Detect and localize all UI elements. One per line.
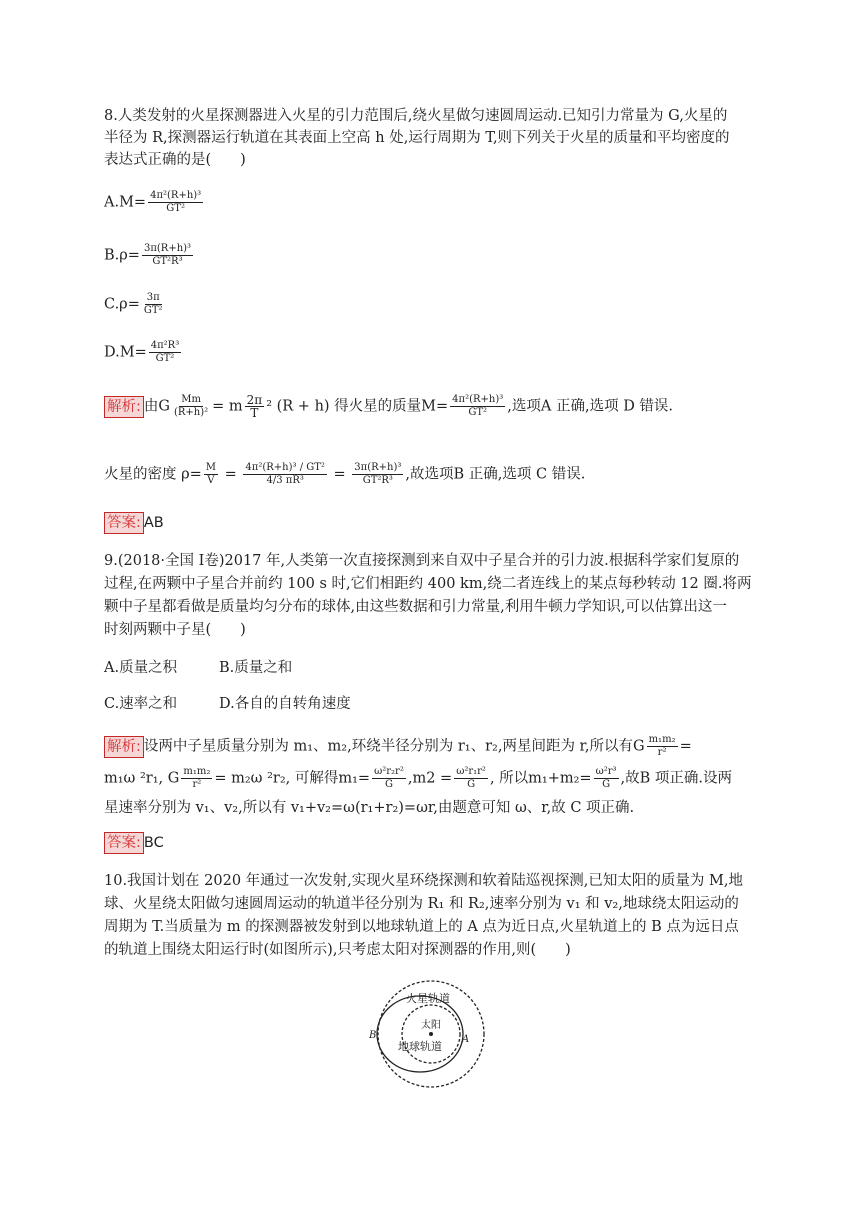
q9-analysis2-text-d: , 所以m₁+m₂= — [489, 770, 592, 787]
q8-analysis2-fraction-2-den: 4/3 πR³ — [266, 475, 304, 486]
q9-analysis-line-3: 星速率分别为 v₁、v₂,所以有 v₁+v₂=ω(r₁+r₂)=ωr,由题意可知 ω、r,故 C 项正确. — [104, 800, 635, 816]
answer-tag: 答案: — [104, 512, 144, 534]
q8-analysis-line-2 — [104, 462, 585, 487]
q8-analysis2-fraction-1-den: V — [207, 475, 215, 486]
q8-analysis-text-d: ,选项A 正确,选项 D 错误. — [507, 398, 674, 415]
q8-stem-line-2: 半径为 R,探测器运行轨道在其表面上空高 h 处,运行周期为 T,则下列关于火星的质量和平均密度的 — [104, 130, 730, 146]
q8-answer — [104, 512, 164, 534]
q8-analysis2-fraction-1-num: M — [205, 462, 217, 473]
q8-option-a-formula — [148, 190, 203, 215]
q8-analysis2-fraction-2-num: 4π²(R+h)³ / GT² — [245, 462, 325, 473]
point-b-label: B — [369, 1030, 377, 1041]
q9-answer — [104, 832, 164, 854]
q9-options-row-2 — [104, 693, 351, 715]
q8-option-b-label: B.ρ= — [104, 247, 140, 264]
q9-stem-line-4: 时刻两颗中子星( ) — [104, 622, 246, 638]
earth-orbit-label: 地球轨道 — [398, 1040, 442, 1053]
q8-option-a — [104, 190, 205, 215]
q9-stem-line-3: 颗中子星都看做是质量均匀分布的球体,由这些数据和引力常量,利用牛顿力学知识,可以估算出这一 — [104, 599, 727, 615]
q9-analysis-line-2 — [104, 766, 732, 791]
q9-analysis2-fraction-4-num: ω²r³ — [595, 766, 617, 777]
q8-analysis2-fraction-3-num: 3π(R+h)³ — [354, 462, 402, 473]
q9-analysis2-text-e: ,故B 项正确.设两 — [620, 770, 733, 787]
q10-stem-line-3: 周期为 T.当质量为 m 的探测器被发射到以地球轨道上的 A 点为近日点,火星轨道上的 B 点为远日点 — [104, 919, 739, 935]
q8-option-b — [104, 243, 195, 268]
sun-dot — [429, 1032, 433, 1036]
q9-analysis2-fraction-3-den: G — [467, 779, 476, 790]
q9-analysis-fraction-1-den: r² — [657, 747, 667, 758]
q8-analysis2-equals-1: = — [220, 466, 242, 483]
q8-analysis-fraction-2-den: T — [250, 406, 259, 420]
q8-option-b-denominator: GT²R³ — [152, 256, 183, 267]
q9-analysis2-text-c: ,m2 = — [407, 770, 453, 787]
q9-stem-line-1: 9.(2018·全国 Ⅰ卷)2017 年,人类第一次直接探测到来自双中子星合并的引力波.根据科学家们复原的 — [104, 553, 740, 569]
q8-analysis-fraction-2 — [245, 394, 265, 419]
q9-answer-value: BC — [143, 835, 164, 851]
q8-option-d-denominator: GT² — [155, 353, 175, 364]
q8-option-c — [104, 292, 167, 317]
q8-option-b-formula — [142, 243, 193, 268]
q8-option-d-formula — [149, 340, 181, 365]
q9-analysis2-fraction-3 — [454, 766, 488, 791]
q8-analysis-fraction-3-num: 4π²(R+h)³ — [452, 394, 504, 405]
q8-option-d-numerator: 4π²R³ — [150, 340, 180, 351]
sun-label: 太阳 — [421, 1020, 441, 1031]
q9-analysis2-fraction-3-num: ω²r₁r² — [456, 766, 486, 777]
q8-option-a-label: A.M= — [104, 194, 147, 211]
q8-analysis2-fraction-3-den: GT²R³ — [362, 475, 393, 486]
q8-option-d — [104, 340, 183, 365]
q9-analysis-fraction-1-num: m₁m₂ — [648, 734, 676, 745]
q9-option-a: A.质量之积 — [104, 660, 178, 676]
analysis-tag: 解析: — [104, 736, 144, 758]
q9-analysis2-fraction-4-den: G — [602, 779, 611, 790]
q9-option-d: D.各自的自转角速度 — [219, 696, 351, 712]
q8-analysis2-fraction-2 — [243, 462, 327, 487]
q8-stem-line-1: 8.人类发射的火星探测器进入火星的引力范围后,绕火星做匀速圆周运动.已知引力常量为 G,火星的 — [104, 108, 728, 124]
q9-option-b: B.质量之和 — [219, 660, 293, 676]
q8-analysis2-fraction-3 — [352, 462, 403, 487]
q9-analysis2-fraction-4 — [594, 766, 619, 791]
q10-stem-line-2: 球、火星绕太阳做匀速圆周运动的轨道半径分别为 R₁ 和 R₂,速率分别为 v₁ 和 v₂,地球绕太阳运动的 — [104, 896, 739, 912]
q9-analysis-fraction-1 — [647, 734, 678, 759]
q8-analysis-fraction-2-num: 2π — [246, 393, 263, 407]
answer-tag: 答案: — [104, 832, 144, 854]
q8-analysis-fraction-1 — [172, 394, 210, 419]
q8-stem-line-3: 表达式正确的是( ) — [104, 152, 246, 168]
q8-option-c-numerator: 3π — [146, 292, 160, 303]
q8-analysis-fraction-1-num: Mm — [181, 394, 201, 405]
q9-stem-line-2: 过程,在两颗中子星合并前约 100 s 时,它们相距约 400 km,绕二者连线上的某点每秒转动 12 圈.将两 — [104, 576, 752, 592]
q9-options-row-1 — [104, 657, 292, 679]
q8-option-c-label: C.ρ= — [104, 296, 140, 313]
mars-orbit-label: 火星轨道 — [406, 992, 450, 1005]
q9-analysis-text-a: 设两中子星质量分别为 m₁、m₂,环绕半径分别为 r₁、r₂,两星间距为 r,所以有G — [143, 738, 645, 755]
q9-analysis2-fraction-1-den: r² — [192, 779, 202, 790]
q8-analysis-text-b: = m — [212, 398, 243, 415]
q8-analysis2-text-d: ,故选项B 正确,选项 C 错误. — [405, 466, 586, 483]
q8-answer-value: AB — [143, 515, 164, 531]
q8-analysis2-fraction-1 — [204, 462, 218, 487]
analysis-tag: 解析: — [104, 396, 144, 418]
q8-analysis-fraction-3 — [450, 394, 505, 419]
q9-analysis2-text-a: m₁ω ²r₁, G — [104, 770, 180, 787]
q8-analysis-line-1 — [104, 394, 673, 419]
q9-analysis-line-1 — [104, 734, 692, 759]
q9-analysis2-text-b: = m₂ω ²r₂, 可解得m₁= — [214, 770, 371, 787]
q8-option-a-numerator: 4π²(R+h)³ — [150, 190, 202, 201]
q8-option-b-numerator: 3π(R+h)³ — [143, 243, 192, 254]
q9-analysis-text-b: = — [679, 738, 692, 755]
q9-analysis2-fraction-2-den: G — [384, 779, 393, 790]
q8-analysis-text-c: ² (R + h) 得火星的质量M= — [266, 398, 449, 415]
q8-analysis2-text-a: 火星的密度 ρ= — [104, 466, 202, 483]
q8-option-c-formula — [142, 292, 165, 317]
q9-analysis2-fraction-2 — [372, 766, 406, 791]
q8-analysis-fraction-3-den: GT² — [468, 407, 488, 418]
orbit-diagram — [368, 978, 494, 1090]
q8-option-d-label: D.M= — [104, 344, 147, 361]
q10-stem-line-4: 的轨道上围绕太阳运行时(如图所示),只考虑太阳对探测器的作用,则( ) — [104, 942, 571, 958]
q9-analysis2-fraction-1-num: m₁m₂ — [183, 766, 211, 777]
q8-analysis-fraction-1-den: (R+h)² — [173, 407, 209, 418]
q9-option-c: C.速率之和 — [104, 696, 178, 712]
q8-option-c-denominator: GT² — [143, 305, 163, 316]
q10-stem-line-1: 10.我国计划在 2020 年通过一次发射,实现火星环绕探测和软着陆巡视探测,已知太阳的质量为 M,地 — [104, 873, 743, 889]
q8-option-a-denominator: GT² — [166, 203, 185, 214]
q8-analysis2-equals-2: = — [328, 466, 351, 483]
q9-analysis2-fraction-2-num: ω²r₂r² — [374, 766, 404, 777]
point-a-label: A — [462, 1034, 470, 1045]
q8-analysis-text-a: 由G — [143, 398, 170, 415]
q9-analysis2-fraction-1 — [181, 766, 212, 791]
